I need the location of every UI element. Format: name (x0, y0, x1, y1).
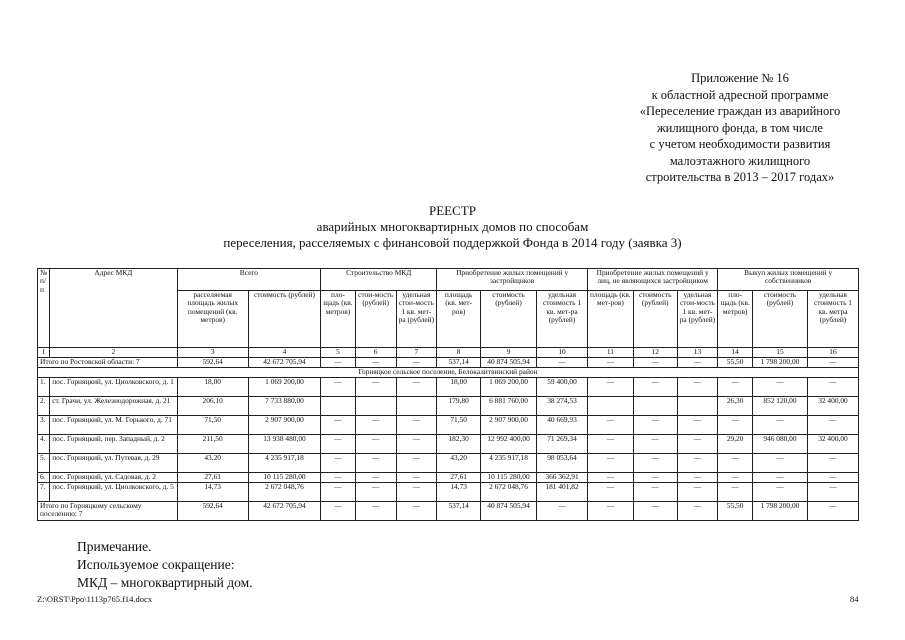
column-number: 7 (396, 348, 437, 358)
table-cell: 32 400,00 (807, 435, 858, 454)
subheader-buy-unit: удельная стоимость 1 кв. метра (рублей) (807, 291, 858, 348)
subheader-non-cost: стоимость (рублей) (633, 291, 677, 348)
row-number: 5. (38, 454, 50, 473)
table-cell (396, 397, 437, 416)
table-cell: 206,10 (177, 397, 248, 416)
table-cell: — (752, 416, 807, 435)
column-number: 2 (50, 348, 177, 358)
page-number: 84 (850, 594, 859, 604)
table-cell: 1 798 200,00 (752, 358, 807, 368)
table-cell: — (537, 358, 588, 368)
column-number: 13 (677, 348, 718, 358)
table-cell: 592,64 (177, 502, 248, 521)
row-number: 1. (38, 378, 50, 397)
table-cell: — (396, 435, 437, 454)
table-cell: 43,20 (437, 454, 481, 473)
table-cell: 18,00 (177, 378, 248, 397)
table-cell: 42 672 705,94 (248, 358, 320, 368)
table-cell: 592,64 (177, 358, 248, 368)
table-cell: 71,50 (177, 416, 248, 435)
table-cell: — (807, 378, 858, 397)
col-num-header: № п/п (38, 269, 50, 348)
table-cell: — (587, 454, 633, 473)
table-cell: 1 069 200,00 (248, 378, 320, 397)
appendix-line: жилищного фонда, в том числе (657, 120, 823, 135)
table-cell: — (396, 416, 437, 435)
table-cell: — (633, 502, 677, 521)
table-cell: 537,14 (437, 358, 481, 368)
subheader-non-area: площадь (кв. мет-ров) (587, 291, 633, 348)
note-block (77, 538, 253, 592)
table-cell: — (355, 483, 396, 502)
table-cell: 946 080,00 (752, 435, 807, 454)
table-cell: — (587, 378, 633, 397)
col-acq-dev-header: Приобретение жилых помещений у застройщиков (437, 269, 588, 291)
table-cell: — (633, 473, 677, 483)
table-cell: 2 672 048,76 (481, 483, 537, 502)
table-cell: — (355, 358, 396, 368)
table-cell: 55,50 (718, 358, 753, 368)
table-cell: 14,73 (177, 483, 248, 502)
table-cell: 71 269,34 (537, 435, 588, 454)
table-cell: — (587, 473, 633, 483)
table-cell: — (321, 502, 356, 521)
table-cell: — (321, 378, 356, 397)
table-cell: — (355, 378, 396, 397)
row-address: пос. Горняцкий, ул. М. Горького, д. 71 (50, 416, 177, 435)
table-row (38, 378, 859, 397)
table-cell: 182,30 (437, 435, 481, 454)
table-cell: — (718, 473, 753, 483)
col-build-header: Строительство МКД (321, 269, 437, 291)
row-number: 6. (38, 473, 50, 483)
table-cell: 38 274,53 (537, 397, 588, 416)
row-number: 4. (38, 435, 50, 454)
title-line-2: аварийных многоквартирных домов по способам (316, 219, 589, 234)
table-cell: — (355, 502, 396, 521)
table-cell: — (807, 473, 858, 483)
appendix-line: с учетом необходимости развития (649, 137, 831, 151)
table-cell: — (752, 473, 807, 483)
column-number: 4 (248, 348, 320, 358)
table-cell (321, 397, 356, 416)
subheader-dev-cost: стоимость (рублей) (481, 291, 537, 348)
row-address: пос. Горняцкий, ул. Садовая, д. 2 (50, 473, 177, 483)
table-cell: — (355, 454, 396, 473)
table-cell: — (718, 483, 753, 502)
table-cell: — (677, 483, 718, 502)
subheader-build-cost: стои-мость (рублей) (355, 291, 396, 348)
table-cell: 366 362,91 (537, 473, 588, 483)
table-cell: — (807, 416, 858, 435)
subheader-build-area: пло-щадь (кв. метров) (321, 291, 356, 348)
table-cell: — (807, 358, 858, 368)
column-number: 12 (633, 348, 677, 358)
col-acq-nondev-header: Приобретение жилых помещений у лиц, не являющихся застройщиком (587, 269, 717, 291)
column-number: 1 (38, 348, 50, 358)
table-cell: 1 798 200,00 (752, 502, 807, 521)
table-cell: — (807, 483, 858, 502)
table-cell: 40 669,93 (537, 416, 588, 435)
table-cell (355, 397, 396, 416)
table-cell: — (752, 483, 807, 502)
table-cell: 32 400,00 (807, 397, 858, 416)
table-row (38, 416, 859, 435)
column-number: 11 (587, 348, 633, 358)
table-cell: — (396, 358, 437, 368)
table-cell: 7 733 880,00 (248, 397, 320, 416)
table-cell: — (396, 502, 437, 521)
table-cell: 59 400,00 (537, 378, 588, 397)
table-cell: 2 672 048,76 (248, 483, 320, 502)
group-header-row (38, 269, 859, 291)
table-cell: — (321, 483, 356, 502)
table-cell: 26,30 (718, 397, 753, 416)
row-address: пос. Горняцкий, пер. Западный, д. 2 (50, 435, 177, 454)
subheader-dev-area: площадь (кв. мет-ров) (437, 291, 481, 348)
table-cell: 4 235 917,18 (248, 454, 320, 473)
table-cell: 211,50 (177, 435, 248, 454)
table-cell: 10 115 280,00 (481, 473, 537, 483)
appendix-line: строительства в 2013 – 2017 годах» (645, 170, 835, 184)
table-cell: — (396, 378, 437, 397)
region-total-label: Итого по Ростовской области: 7 (38, 358, 178, 368)
table-cell: — (677, 435, 718, 454)
table-cell: — (396, 454, 437, 473)
table-cell: — (587, 435, 633, 454)
table-cell: — (807, 502, 858, 521)
table-cell: — (752, 454, 807, 473)
registry-table (37, 268, 859, 521)
column-number: 16 (807, 348, 858, 358)
row-number: 2. (38, 397, 50, 416)
table-cell: 181 401,82 (537, 483, 588, 502)
table-cell: 2 907 900,00 (248, 416, 320, 435)
region-total-row (38, 358, 859, 368)
table-cell: — (355, 473, 396, 483)
table-cell: — (321, 435, 356, 454)
subheader-buy-area: пло-щадь (кв. метров) (718, 291, 753, 348)
table-cell: 27,61 (437, 473, 481, 483)
row-number: 7. (38, 483, 50, 502)
settlement-total-row (38, 502, 859, 521)
table-cell: — (677, 473, 718, 483)
table-cell: — (677, 416, 718, 435)
table-row (38, 435, 859, 454)
subheader-non-unit: удельная стои-мость 1 кв. мет-ра (рублей) (677, 291, 718, 348)
table-cell: — (396, 473, 437, 483)
table-cell: — (355, 435, 396, 454)
column-number: 3 (177, 348, 248, 358)
row-address: пос. Горняцкий, ул. Циолковского, д. 1 (50, 378, 177, 397)
footer-file-path: Z:\ORST\Ppo\1113p765.f14.docx (37, 594, 153, 604)
table-cell: — (807, 454, 858, 473)
table-cell: 55,50 (718, 502, 753, 521)
table-cell: 42 672 705,94 (248, 502, 320, 521)
table-cell (633, 397, 677, 416)
subheader-total-area: расселяемая площадь жилых помещений (кв. метров) (177, 291, 248, 348)
table-cell: 40 874 505,94 (481, 502, 537, 521)
table-cell: 13 938 480,00 (248, 435, 320, 454)
table-cell: — (587, 358, 633, 368)
table-cell: 12 992 400,00 (481, 435, 537, 454)
table-cell (587, 397, 633, 416)
table-cell: — (633, 358, 677, 368)
row-address: пос. Горняцкий, ул. Путевая, д. 29 (50, 454, 177, 473)
row-address: пос. Горняцкий, ул. Циолковского, д. 5 (50, 483, 177, 502)
table-cell: 43,20 (177, 454, 248, 473)
note-title: Примечание. (77, 539, 152, 554)
table-row (38, 397, 859, 416)
table-cell: 10 115 280,00 (248, 473, 320, 483)
document-title (0, 203, 905, 251)
table-cell: — (396, 483, 437, 502)
table-row (38, 483, 859, 502)
table-cell: — (677, 378, 718, 397)
table-cell: — (752, 378, 807, 397)
column-number: 5 (321, 348, 356, 358)
col-buyout-header: Выкуп жилых помещений у собственников (718, 269, 859, 291)
table-cell: — (537, 502, 588, 521)
table-cell: 852 120,00 (752, 397, 807, 416)
col-address-header: Адрес МКД (50, 269, 177, 348)
table-cell (677, 397, 718, 416)
note-line: МКД – многоквартирный дом. (77, 575, 253, 590)
subheader-dev-unit: удельная стоимость 1 кв. мет-ра (рублей) (537, 291, 588, 348)
table-cell: — (355, 416, 396, 435)
appendix-line: «Переселение граждан из аварийного (639, 104, 841, 118)
table-cell: — (677, 454, 718, 473)
table-cell: — (633, 378, 677, 397)
table-cell: — (321, 473, 356, 483)
table-cell: 4 235 917,18 (481, 454, 537, 473)
table-cell: 18,00 (437, 378, 481, 397)
table-cell: — (633, 435, 677, 454)
subheader-buy-cost: стоимость (рублей) (752, 291, 807, 348)
appendix-line: к областной адресной программе (651, 87, 829, 102)
table-cell: — (321, 358, 356, 368)
section-row (38, 368, 859, 378)
table-row (38, 473, 859, 483)
table-cell: 537,14 (437, 502, 481, 521)
table-cell: — (587, 502, 633, 521)
table-cell: 40 874 505,94 (481, 358, 537, 368)
table-cell: 179,80 (437, 397, 481, 416)
table-cell: — (633, 483, 677, 502)
table-cell: — (587, 483, 633, 502)
table-cell: 29,20 (718, 435, 753, 454)
table-cell: — (587, 416, 633, 435)
table-cell: 6 881 760,00 (481, 397, 537, 416)
column-number: 10 (537, 348, 588, 358)
column-number: 6 (355, 348, 396, 358)
table-cell: 98 053,64 (537, 454, 588, 473)
section-title: Горняцкое сельское поселение, Белокалитвинский район (38, 368, 859, 378)
table-row (38, 454, 859, 473)
column-number-row (38, 348, 859, 358)
table-cell: — (633, 416, 677, 435)
title-main: РЕЕСТР (429, 203, 476, 218)
settlement-total-label: Итого по Горняцкому сельскому поселению: 7 (38, 502, 178, 521)
column-number: 14 (718, 348, 753, 358)
column-number: 9 (481, 348, 537, 358)
title-line-3: переселения, расселяемых с финансовой поддержкой Фонда в 2014 году (заявка 3) (223, 235, 682, 250)
row-number: 3. (38, 416, 50, 435)
table-cell: — (677, 502, 718, 521)
table-cell: — (718, 416, 753, 435)
table-cell: 2 907 900,00 (481, 416, 537, 435)
column-number: 15 (752, 348, 807, 358)
table-cell: 71,50 (437, 416, 481, 435)
note-line: Используемое сокращение: (77, 557, 235, 572)
subheader-total-cost: стоимость (рублей) (248, 291, 320, 348)
appendix-line: малоэтажного жилищного (669, 153, 811, 168)
table-cell: — (718, 454, 753, 473)
table-cell: — (321, 416, 356, 435)
column-number: 8 (437, 348, 481, 358)
col-total-header: Всего (177, 269, 321, 291)
row-address: ст. Грачи, ул. Железнодорожная, д. 21 (50, 397, 177, 416)
subheader-build-unit: удельная стои-мость 1 кв. мет-ра (рублей) (396, 291, 437, 348)
appendix-header (610, 70, 870, 186)
table-cell: 1 069 200,00 (481, 378, 537, 397)
table-cell: — (633, 454, 677, 473)
table-cell: — (718, 378, 753, 397)
table-cell: — (321, 454, 356, 473)
table-cell: 14,73 (437, 483, 481, 502)
appendix-line: Приложение № 16 (691, 71, 789, 85)
table-cell: 27,61 (177, 473, 248, 483)
table-cell: — (677, 358, 718, 368)
